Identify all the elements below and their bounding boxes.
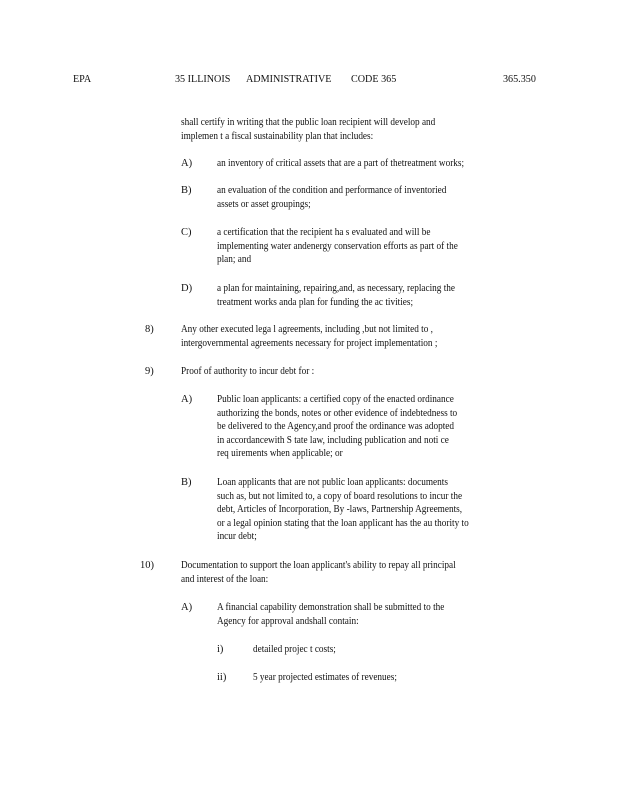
item-10a-i-label: i) <box>217 644 224 655</box>
item-d-line: treatment works anda plan for funding the ac tivities; <box>217 296 414 308</box>
item-d-line: a plan for maintaining, repairing,and, as necessary, replacing the <box>217 283 456 294</box>
item-9a-line: in accordancewith S tate law, including publication and noti ce <box>217 434 449 446</box>
item-c-line: a certification that the recipient ha s evaluated and will be <box>217 227 431 238</box>
item-10a-ii-text <box>253 671 397 685</box>
item-10a-ii-label: ii) <box>217 672 227 683</box>
item-10a-i-text <box>253 643 336 657</box>
item-a-text <box>217 157 464 171</box>
item-9b-label: B) <box>181 477 192 488</box>
item-9a-line: be delivered to the Agency,and proof the ordinance was adopted <box>217 421 454 433</box>
header-title-admin: ADMINISTRATIVE <box>246 73 332 85</box>
item-9a-text <box>217 393 457 461</box>
item-9a-label: A) <box>181 394 193 405</box>
item-10a-i-line: detailed projec t costs; <box>253 644 336 655</box>
item-d-label: D) <box>181 283 193 294</box>
item-8-line: intergovernmental agreements necessary for project implementation ; <box>181 337 438 349</box>
item-9b-line: Loan applicants that are not public loan applicants: documents <box>217 477 448 488</box>
item-9b-line: or a legal opinion stating that the loan applicant has the au thority to <box>217 517 469 529</box>
item-b-line: an evaluation of the condition and performance of inventoried <box>217 185 447 196</box>
item-9a-line: authorizing the bonds, notes or other evidence of indebtedness to <box>217 407 458 419</box>
item-10-text <box>181 559 456 586</box>
item-c-line: implementing water andenergy conservation efforts as part of the <box>217 240 458 252</box>
item-10a-label: A) <box>181 602 193 613</box>
item-9b-line: debt, Articles of Incorporation, By -laws, Partnership Agreements, <box>217 504 463 516</box>
intro-paragraph <box>181 116 435 143</box>
item-d-text <box>217 282 455 309</box>
header-title-illinois: 35 ILLINOIS <box>175 73 231 85</box>
item-10-line: Documentation to support the loan applicant's ability to repay all principal <box>181 560 456 571</box>
item-9b-line: such as, but not limited to, a copy of board resolutions to incur the <box>217 490 463 502</box>
item-10a-line: A financial capability demonstration shall be submitted to the <box>217 602 445 613</box>
item-9b-line: incur debt; <box>217 531 257 543</box>
item-a-label: A) <box>181 158 193 169</box>
item-10-line: and interest of the loan: <box>181 573 269 585</box>
item-9a-line: req uirements when applicable; or <box>217 448 343 460</box>
intro-line-1: shall certify in writing that the public loan recipient will develop and <box>181 117 436 128</box>
item-c-text <box>217 226 458 267</box>
item-9-line: Proof of authority to incur debt for : <box>181 366 315 377</box>
item-b-text <box>217 184 446 211</box>
item-10a-text <box>217 601 444 628</box>
item-8-line: Any other executed lega l agreements, including ,but not limited to , <box>181 324 433 335</box>
item-a-line: an inventory of critical assets that are a part of thetreatment works; <box>217 158 465 169</box>
header-agency: EPA <box>73 73 92 85</box>
intro-line-2: implemen t a fiscal sustainability plan that includes: <box>181 130 374 142</box>
item-10a-line: Agency for approval andshall contain: <box>217 615 359 627</box>
item-c-label: C) <box>181 227 192 238</box>
header-section: 365.350 <box>503 73 536 85</box>
item-9b-text <box>217 476 469 544</box>
item-8-text <box>181 323 437 350</box>
header-title-code: CODE 365 <box>351 73 397 85</box>
item-9-text <box>181 365 314 379</box>
item-9a-line: Public loan applicants: a certified copy of the enacted ordinance <box>217 394 454 405</box>
item-10-label: 10) <box>140 560 154 571</box>
item-c-line: plan; and <box>217 254 252 266</box>
item-b-line: assets or asset groupings; <box>217 198 311 210</box>
item-9-label: 9) <box>145 366 154 377</box>
item-b-label: B) <box>181 185 192 196</box>
item-10a-ii-line: 5 year projected estimates of revenues; <box>253 672 397 683</box>
item-8-label: 8) <box>145 324 154 335</box>
